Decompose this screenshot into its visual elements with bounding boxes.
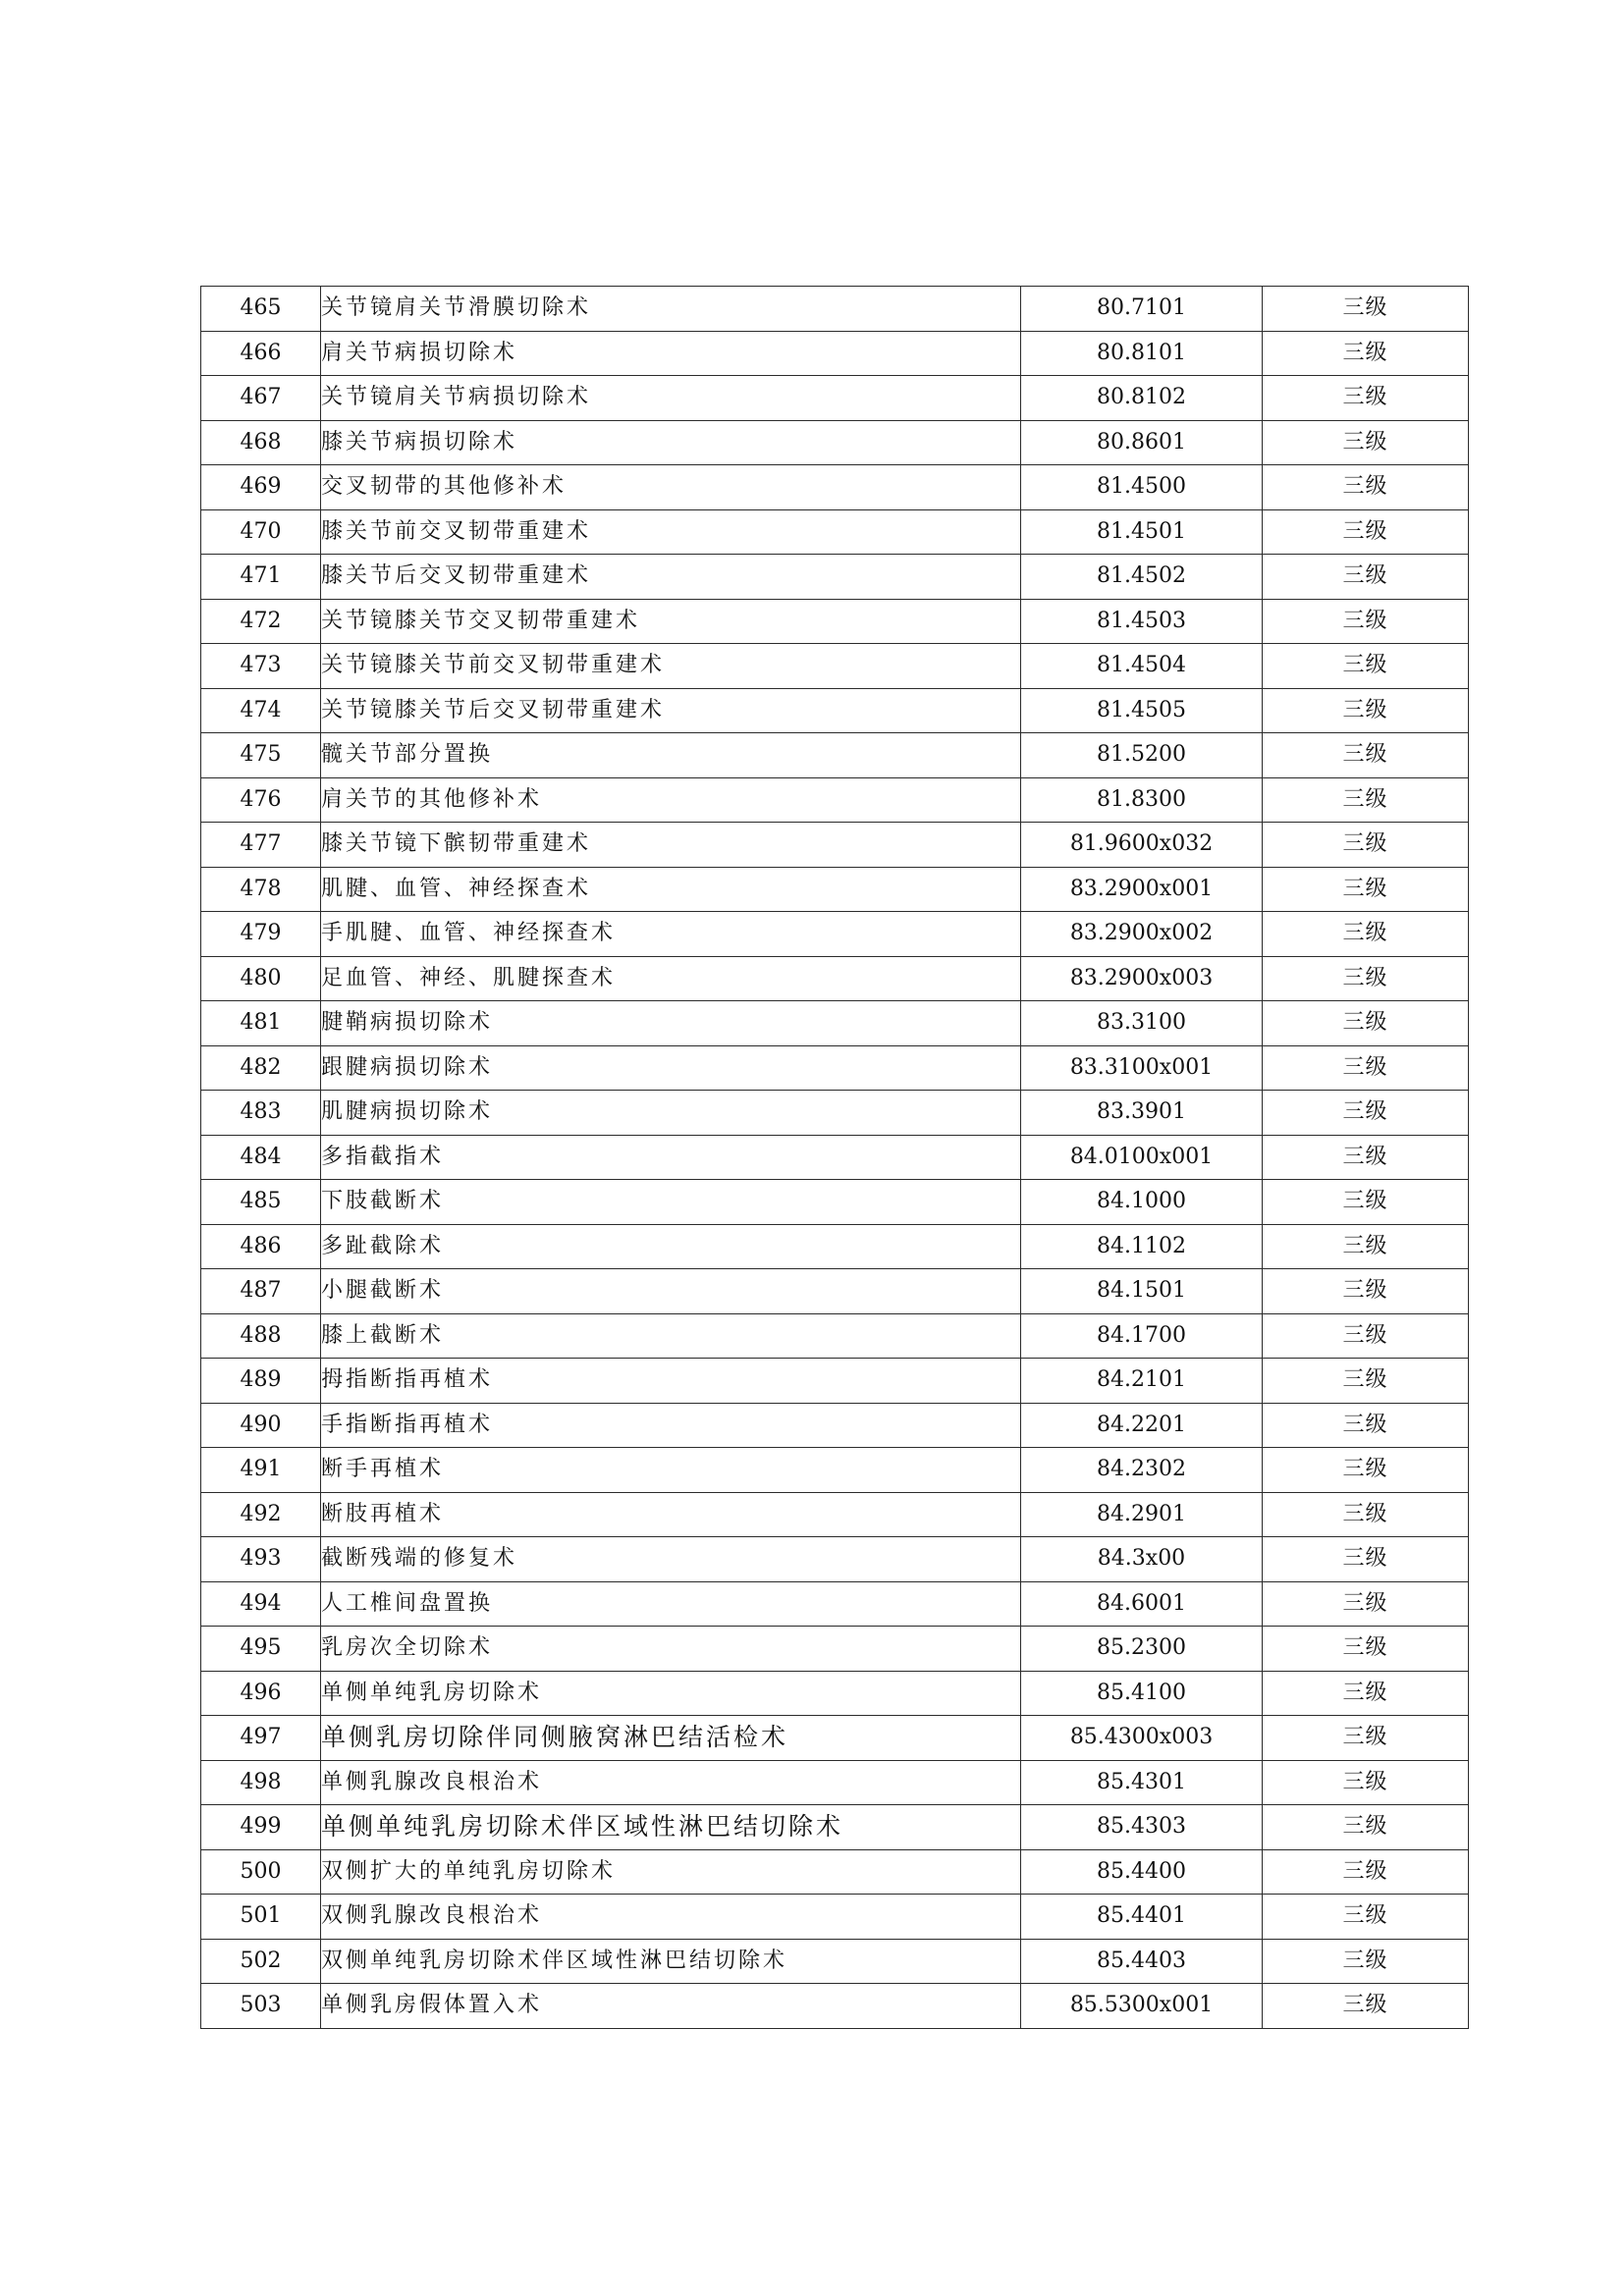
procedure-level-cell: 三级	[1263, 1135, 1469, 1180]
row-number-cell: 467	[201, 376, 321, 421]
row-number-cell: 493	[201, 1537, 321, 1582]
procedure-code-cell: 83.2900x002	[1021, 912, 1263, 957]
procedure-code-cell: 85.4300x003	[1021, 1716, 1263, 1761]
row-number-cell: 481	[201, 1001, 321, 1046]
procedure-level-cell: 三级	[1263, 867, 1469, 912]
row-number-cell: 501	[201, 1895, 321, 1940]
row-number-cell: 473	[201, 644, 321, 689]
row-number-cell: 483	[201, 1091, 321, 1136]
procedure-code-cell: 85.4301	[1021, 1760, 1263, 1805]
procedure-code-cell: 84.0100x001	[1021, 1135, 1263, 1180]
table-row	[201, 1671, 1469, 1716]
table-row	[201, 1760, 1469, 1805]
row-number-cell: 477	[201, 823, 321, 868]
table-row	[201, 956, 1469, 1001]
row-number-cell: 486	[201, 1224, 321, 1269]
procedure-code-cell: 81.4502	[1021, 555, 1263, 600]
procedure-level-cell: 三级	[1263, 688, 1469, 733]
procedure-code-cell: 81.5200	[1021, 733, 1263, 778]
table-row	[201, 1269, 1469, 1314]
row-number-cell: 489	[201, 1359, 321, 1404]
procedure-name-cell: 单侧乳腺改良根治术	[321, 1760, 1021, 1805]
procedure-code-cell: 83.3901	[1021, 1091, 1263, 1136]
procedure-name-cell: 断手再植术	[321, 1448, 1021, 1493]
procedure-level-cell: 三级	[1263, 331, 1469, 376]
row-number-cell: 474	[201, 688, 321, 733]
procedure-name-cell: 肩关节病损切除术	[321, 331, 1021, 376]
procedure-level-cell: 三级	[1263, 1001, 1469, 1046]
row-number-cell: 475	[201, 733, 321, 778]
table-row	[201, 1492, 1469, 1537]
procedure-level-cell: 三级	[1263, 912, 1469, 957]
procedure-code-cell: 81.4500	[1021, 465, 1263, 510]
table-row	[201, 1091, 1469, 1136]
procedure-level-cell: 三级	[1263, 777, 1469, 823]
procedure-code-cell: 84.2302	[1021, 1448, 1263, 1493]
procedure-level-cell: 三级	[1263, 1180, 1469, 1225]
row-number-cell: 499	[201, 1805, 321, 1850]
procedure-name-cell: 单侧单纯乳房切除术	[321, 1671, 1021, 1716]
table-row	[201, 599, 1469, 644]
table-row	[201, 777, 1469, 823]
procedure-code-cell: 84.1501	[1021, 1269, 1263, 1314]
table-row	[201, 331, 1469, 376]
procedure-level-cell: 三级	[1263, 1760, 1469, 1805]
procedure-name-cell: 人工椎间盘置换	[321, 1581, 1021, 1627]
procedure-code-cell: 81.4503	[1021, 599, 1263, 644]
procedure-name-cell: 拇指断指再植术	[321, 1359, 1021, 1404]
procedure-level-cell: 三级	[1263, 1359, 1469, 1404]
procedure-name-cell: 膝关节前交叉韧带重建术	[321, 509, 1021, 555]
procedure-level-cell: 三级	[1263, 1716, 1469, 1761]
procedure-code-cell: 85.5300x001	[1021, 1984, 1263, 2029]
procedure-code-cell: 85.4400	[1021, 1849, 1263, 1895]
row-number-cell: 496	[201, 1671, 321, 1716]
procedure-level-cell: 三级	[1263, 733, 1469, 778]
row-number-cell: 468	[201, 420, 321, 465]
row-number-cell: 478	[201, 867, 321, 912]
table-row	[201, 1359, 1469, 1404]
row-number-cell: 492	[201, 1492, 321, 1537]
procedure-code-cell: 84.2201	[1021, 1403, 1263, 1448]
table-row	[201, 1984, 1469, 2029]
procedure-code-cell: 84.3x00	[1021, 1537, 1263, 1582]
table-row	[201, 1581, 1469, 1627]
procedure-level-cell: 三级	[1263, 1537, 1469, 1582]
procedure-level-cell: 三级	[1263, 1091, 1469, 1136]
table-row	[201, 1045, 1469, 1091]
table-row	[201, 287, 1469, 332]
procedure-level-cell: 三级	[1263, 1984, 1469, 2029]
table-row	[201, 376, 1469, 421]
table-row	[201, 1627, 1469, 1672]
procedure-code-cell: 85.2300	[1021, 1627, 1263, 1672]
procedure-level-cell: 三级	[1263, 420, 1469, 465]
procedure-code-cell: 80.8102	[1021, 376, 1263, 421]
table-row	[201, 1849, 1469, 1895]
procedure-name-cell: 膝关节镜下髌韧带重建术	[321, 823, 1021, 868]
row-number-cell: 495	[201, 1627, 321, 1672]
procedure-code-cell: 85.4403	[1021, 1939, 1263, 1984]
procedure-level-cell: 三级	[1263, 1492, 1469, 1537]
table-row	[201, 823, 1469, 868]
procedure-code-cell: 81.4501	[1021, 509, 1263, 555]
table-row	[201, 1001, 1469, 1046]
table-row	[201, 688, 1469, 733]
procedure-code-cell: 84.1102	[1021, 1224, 1263, 1269]
procedure-level-cell: 三级	[1263, 1627, 1469, 1672]
table-row	[201, 912, 1469, 957]
row-number-cell: 485	[201, 1180, 321, 1225]
row-number-cell: 502	[201, 1939, 321, 1984]
table-row	[201, 1537, 1469, 1582]
procedure-code-cell: 84.2901	[1021, 1492, 1263, 1537]
procedure-level-cell: 三级	[1263, 1581, 1469, 1627]
procedure-code-cell: 81.4505	[1021, 688, 1263, 733]
procedure-level-cell: 三级	[1263, 823, 1469, 868]
procedure-level-cell: 三级	[1263, 1849, 1469, 1895]
procedure-level-cell: 三级	[1263, 465, 1469, 510]
procedure-name-cell: 膝关节病损切除术	[321, 420, 1021, 465]
row-number-cell: 484	[201, 1135, 321, 1180]
procedure-code-cell: 80.8101	[1021, 331, 1263, 376]
procedure-level-cell: 三级	[1263, 1895, 1469, 1940]
table-row	[201, 1939, 1469, 1984]
row-number-cell: 471	[201, 555, 321, 600]
procedure-name-cell: 腱鞘病损切除术	[321, 1001, 1021, 1046]
procedure-code-cell: 81.9600x032	[1021, 823, 1263, 868]
row-number-cell: 472	[201, 599, 321, 644]
procedure-name-cell: 膝上截断术	[321, 1313, 1021, 1359]
table-row	[201, 1135, 1469, 1180]
procedure-name-cell: 关节镜膝关节后交叉韧带重建术	[321, 688, 1021, 733]
row-number-cell: 488	[201, 1313, 321, 1359]
procedure-name-cell: 关节镜膝关节交叉韧带重建术	[321, 599, 1021, 644]
table-row	[201, 733, 1469, 778]
procedure-name-cell: 关节镜肩关节滑膜切除术	[321, 287, 1021, 332]
procedure-code-cell: 83.3100	[1021, 1001, 1263, 1046]
procedure-code-cell: 84.1000	[1021, 1180, 1263, 1225]
procedure-name-cell: 小腿截断术	[321, 1269, 1021, 1314]
table-row	[201, 1313, 1469, 1359]
table-row	[201, 555, 1469, 600]
procedure-level-cell: 三级	[1263, 1269, 1469, 1314]
procedure-name-cell: 双侧扩大的单纯乳房切除术	[321, 1849, 1021, 1895]
procedure-level-cell: 三级	[1263, 1045, 1469, 1091]
row-number-cell: 466	[201, 331, 321, 376]
procedure-level-cell: 三级	[1263, 376, 1469, 421]
procedure-name-cell: 髋关节部分置换	[321, 733, 1021, 778]
procedure-name-cell: 足血管、神经、肌腱探查术	[321, 956, 1021, 1001]
row-number-cell: 479	[201, 912, 321, 957]
procedure-name-cell: 手肌腱、血管、神经探查术	[321, 912, 1021, 957]
table-row	[201, 1403, 1469, 1448]
procedure-code-cell: 80.8601	[1021, 420, 1263, 465]
procedure-code-cell: 85.4303	[1021, 1805, 1263, 1850]
table-row	[201, 1448, 1469, 1493]
procedure-code-cell: 81.8300	[1021, 777, 1263, 823]
procedure-level-cell: 三级	[1263, 287, 1469, 332]
procedure-level-cell: 三级	[1263, 956, 1469, 1001]
procedure-name-cell: 双侧乳腺改良根治术	[321, 1895, 1021, 1940]
row-number-cell: 465	[201, 287, 321, 332]
row-number-cell: 497	[201, 1716, 321, 1761]
table-row	[201, 1716, 1469, 1761]
procedure-level-cell: 三级	[1263, 509, 1469, 555]
table-row	[201, 867, 1469, 912]
procedure-code-cell: 83.2900x003	[1021, 956, 1263, 1001]
procedure-name-cell: 单侧乳房切除伴同侧腋窝淋巴结活检术	[321, 1716, 1021, 1761]
procedure-table	[200, 286, 1469, 2029]
procedure-name-cell: 下肢截断术	[321, 1180, 1021, 1225]
row-number-cell: 476	[201, 777, 321, 823]
row-number-cell: 491	[201, 1448, 321, 1493]
row-number-cell: 498	[201, 1760, 321, 1805]
procedure-name-cell: 手指断指再植术	[321, 1403, 1021, 1448]
row-number-cell: 470	[201, 509, 321, 555]
procedure-name-cell: 关节镜肩关节病损切除术	[321, 376, 1021, 421]
procedure-level-cell: 三级	[1263, 1403, 1469, 1448]
procedure-code-cell: 85.4401	[1021, 1895, 1263, 1940]
procedure-name-cell: 关节镜膝关节前交叉韧带重建术	[321, 644, 1021, 689]
procedure-level-cell: 三级	[1263, 1224, 1469, 1269]
table-row	[201, 509, 1469, 555]
table-row	[201, 1805, 1469, 1850]
procedure-name-cell: 跟腱病损切除术	[321, 1045, 1021, 1091]
procedure-name-cell: 断肢再植术	[321, 1492, 1021, 1537]
procedure-name-cell: 膝关节后交叉韧带重建术	[321, 555, 1021, 600]
procedure-name-cell: 多指截指术	[321, 1135, 1021, 1180]
procedure-code-cell: 83.3100x001	[1021, 1045, 1263, 1091]
procedure-name-cell: 肌腱病损切除术	[321, 1091, 1021, 1136]
procedure-name-cell: 截断残端的修复术	[321, 1537, 1021, 1582]
procedure-table-body	[201, 287, 1469, 2029]
row-number-cell: 480	[201, 956, 321, 1001]
row-number-cell: 482	[201, 1045, 321, 1091]
table-row	[201, 465, 1469, 510]
procedure-code-cell: 85.4100	[1021, 1671, 1263, 1716]
procedure-level-cell: 三级	[1263, 1671, 1469, 1716]
procedure-name-cell: 多趾截除术	[321, 1224, 1021, 1269]
procedure-name-cell: 乳房次全切除术	[321, 1627, 1021, 1672]
row-number-cell: 490	[201, 1403, 321, 1448]
procedure-level-cell: 三级	[1263, 1313, 1469, 1359]
procedure-level-cell: 三级	[1263, 1805, 1469, 1850]
procedure-code-cell: 80.7101	[1021, 287, 1263, 332]
procedure-name-cell: 单侧乳房假体置入术	[321, 1984, 1021, 2029]
table-row	[201, 420, 1469, 465]
table-row	[201, 644, 1469, 689]
table-row	[201, 1180, 1469, 1225]
row-number-cell: 494	[201, 1581, 321, 1627]
table-row	[201, 1895, 1469, 1940]
procedure-code-cell: 84.6001	[1021, 1581, 1263, 1627]
procedure-code-cell: 84.1700	[1021, 1313, 1263, 1359]
procedure-name-cell: 单侧单纯乳房切除术伴区域性淋巴结切除术	[321, 1805, 1021, 1850]
row-number-cell: 500	[201, 1849, 321, 1895]
row-number-cell: 469	[201, 465, 321, 510]
procedure-code-cell: 84.2101	[1021, 1359, 1263, 1404]
procedure-name-cell: 双侧单纯乳房切除术伴区域性淋巴结切除术	[321, 1939, 1021, 1984]
procedure-level-cell: 三级	[1263, 1448, 1469, 1493]
procedure-level-cell: 三级	[1263, 644, 1469, 689]
row-number-cell: 503	[201, 1984, 321, 2029]
procedure-code-cell: 81.4504	[1021, 644, 1263, 689]
procedure-level-cell: 三级	[1263, 599, 1469, 644]
procedure-level-cell: 三级	[1263, 555, 1469, 600]
table-row	[201, 1224, 1469, 1269]
procedure-name-cell: 交叉韧带的其他修补术	[321, 465, 1021, 510]
row-number-cell: 487	[201, 1269, 321, 1314]
procedure-name-cell: 肌腱、血管、神经探查术	[321, 867, 1021, 912]
procedure-level-cell: 三级	[1263, 1939, 1469, 1984]
procedure-name-cell: 肩关节的其他修补术	[321, 777, 1021, 823]
procedure-code-cell: 83.2900x001	[1021, 867, 1263, 912]
